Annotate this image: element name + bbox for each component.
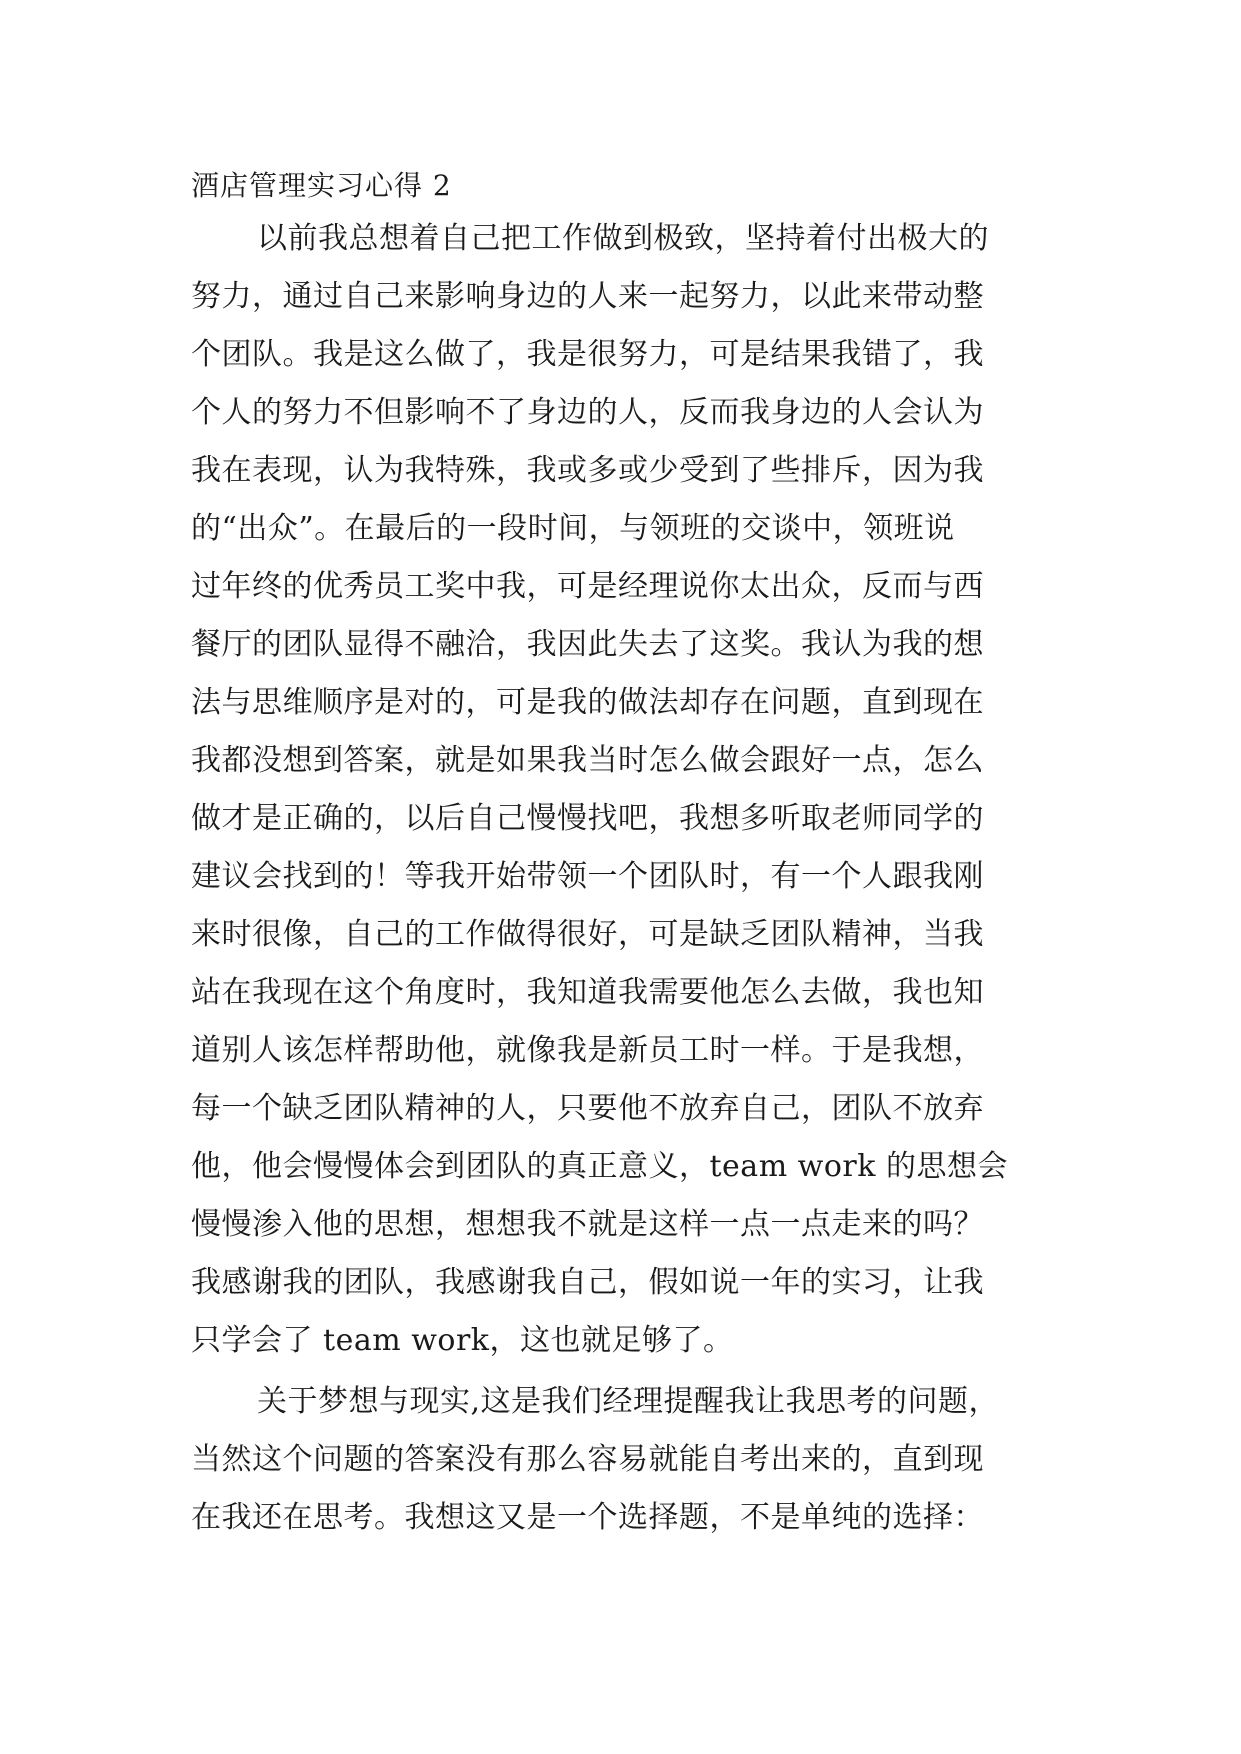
paragraph-2 — [191, 1373, 1231, 1547]
paragraph-line: 的“出众”。在最后的一段时间，与领班的交谈中，领班说 — [191, 511, 955, 546]
paragraph-line: 每一个缺乏团队精神的人，只要他不放弃自己，团队不放弃 — [191, 1091, 984, 1126]
paragraph-line: 我感谢我的团队，我感谢我自己，假如说一年的实习，让我 — [191, 1265, 984, 1300]
paragraph-line: 餐厅的团队显得不融洽，我因此失去了这奖。我认为我的想 — [191, 627, 984, 662]
paragraph-line: 我在表现，认为我特殊，我或多或少受到了些排斥，因为我 — [191, 453, 984, 488]
paragraph-line: 建议会找到的！等我开始带领一个团队时，有一个人跟我刚 — [191, 859, 984, 894]
paragraph-line: 当然这个问题的答案没有那么容易就能自考出来的，直到现 — [191, 1442, 984, 1477]
document-title: 酒店管理实习心得 2 — [191, 169, 452, 202]
paragraph-line: 慢慢渗入他的思想，想想我不就是这样一点一点走来的吗？ — [191, 1207, 984, 1242]
paragraph-line: 个人的努力不但影响不了身边的人，反而我身边的人会认为 — [191, 395, 984, 430]
paragraph-line: 以前我总想着自己把工作做到极致，坚持着付出极大的 — [257, 221, 989, 256]
paragraph-line: 站在我现在这个角度时，我知道我需要他怎么去做，我也知 — [191, 975, 984, 1010]
paragraph-line: 他，他会慢慢体会到团队的真正意义，team work 的思想会 — [191, 1149, 1008, 1184]
paragraph-line: 我都没想到答案，就是如果我当时怎么做会跟好一点，怎么 — [191, 743, 984, 778]
paragraph-line: 只学会了 team work，这也就足够了。 — [191, 1323, 734, 1358]
paragraph-line: 法与思维顺序是对的，可是我的做法却存在问题，直到现在 — [191, 685, 984, 720]
paragraph-line: 来时很像，自己的工作做得很好，可是缺乏团队精神，当我 — [191, 917, 984, 952]
paragraph-line: 关于梦想与现实,这是我们经理提醒我让我思考的问题， — [257, 1384, 1000, 1419]
paragraph-line: 道别人该怎样帮助他，就像我是新员工时一样。于是我想， — [191, 1033, 984, 1068]
paragraph-line: 在我还在思考。我想这又是一个选择题，不是单纯的选择： — [191, 1500, 984, 1535]
paragraph-line: 做才是正确的，以后自己慢慢找吧，我想多听取老师同学的 — [191, 801, 984, 836]
paragraph-line: 过年终的优秀员工奖中我，可是经理说你太出众，反而与西 — [191, 569, 984, 604]
paragraph-line: 个团队。我是这么做了，我是很努力，可是结果我错了，我 — [191, 337, 984, 372]
paragraph-line: 努力，通过自己来影响身边的人来一起努力，以此来带动整 — [191, 279, 984, 314]
paragraph-1 — [191, 210, 1231, 1370]
